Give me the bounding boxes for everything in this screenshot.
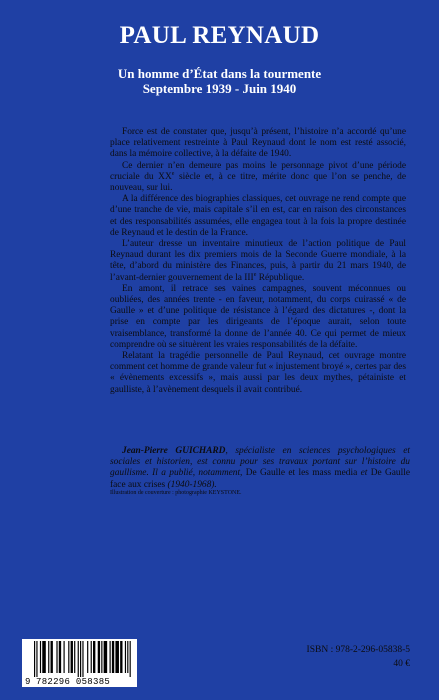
cover-credit: Illustration de couverture : photographie KEYSTONE. <box>110 490 242 496</box>
blurb-text-run: L’auteur dresse un inventaire minutieux de l’action politique de Paul Reynaud durant les dix premiers mois de la Seconde Guerre mondiale, à la tête, d’abord du ministère des Finances, puis, à partir du 21 mars 1940, de l’avant-dernier gouvernement de la III <box>110 239 406 283</box>
barcode-bar <box>112 641 114 673</box>
barcode-bar <box>51 641 53 673</box>
book-reference: De Gaulle face aux crises <box>110 468 410 490</box>
book-title: PAUL REYNAUD <box>119 22 320 49</box>
author-name: Jean-Pierre GUICHARD <box>122 446 226 456</box>
barcode-bar <box>64 641 65 673</box>
author-bio-text: et <box>357 468 371 479</box>
author-bio-text: (1940-1968). <box>165 479 217 490</box>
author-bio-paragraph <box>110 446 410 491</box>
barcode-bar <box>115 641 119 673</box>
barcode-bar <box>74 641 75 673</box>
barcode-bar <box>130 641 131 677</box>
subtitle-line-2: Septembre 1939 - Juin 1940 <box>142 81 297 96</box>
blurb-paragraph <box>110 161 406 195</box>
barcode-digits: 782296 058385 <box>36 677 111 687</box>
barcode-bar <box>80 641 81 677</box>
barcode-bar <box>68 641 69 673</box>
book-subtitle <box>0 66 439 96</box>
barcode-bar <box>110 641 111 673</box>
barcode-bar <box>42 641 46 673</box>
barcode-bars <box>34 641 134 677</box>
barcode-bar <box>91 641 92 673</box>
barcode-bar <box>71 641 73 673</box>
blurb-paragraph <box>110 239 406 284</box>
barcode-bar <box>120 641 122 673</box>
blurb-paragraph: En amont, il retrace ses vaines campagnes, souvent méconnues ou oubliées, des années trente - en faveur, notamment, du corps cuirassé « de Gaulle » et d’une politique de résistance à l’égard des dictatures -, dont la prise en compte par les dirigeants de l’époque aurait, selon toute vraisemblance, transformé la donne de l’année 40. Ce qui permet de mieux comprendre où se situèrent les vraies responsabilités de la défaite. <box>110 283 406 350</box>
barcode-bar <box>36 641 37 677</box>
barcode-first-digit: 9 <box>25 677 31 687</box>
barcode-bar <box>40 641 41 673</box>
barcode-bar <box>82 641 83 677</box>
barcode-bar <box>87 641 88 673</box>
superscript: e <box>253 271 257 278</box>
barcode-bar <box>59 641 61 673</box>
blurb-text-run: République. <box>256 272 305 283</box>
blurb-paragraph: Force est de constater que, jusqu’à présent, l’histoire n’a accordé qu’une place relativement restreinte à Paul Reynaud dont le nom est resté associé, dans la mémoire collective, à la défaite de 1940. <box>110 127 406 160</box>
barcode-bar <box>56 641 57 673</box>
barcode-bar <box>101 641 102 673</box>
barcode-bar <box>78 641 79 677</box>
book-reference: De Gaulle et les mass media <box>245 468 358 479</box>
barcode-bar <box>125 641 126 673</box>
price-label: 40 € <box>393 659 410 669</box>
barcode-bar <box>127 641 128 673</box>
subtitle-line-1: Un homme d’État dans la tourmente <box>117 66 322 81</box>
barcode-bar <box>34 641 35 677</box>
barcode-bar <box>98 641 100 673</box>
author-bio-text: notamment, <box>198 468 246 479</box>
barcode <box>22 639 137 687</box>
barcode-bar <box>48 641 49 673</box>
barcode-bar <box>104 641 108 673</box>
blurb-paragraph: A la différence des biographies classiques, cet ouvrage ne rend compte que d’une tranche de vie, mais capitale s’il en est, car en raison des circonstances et des responsabilités assumées, elle engagea tout à la fois la propre destinée de Reynaud et le destin de la France. <box>110 194 406 238</box>
blurb-paragraph: Relatant la tragédie personnelle de Paul Reynaud, cet ouvrage montre comment cet homme de grande valeur fut « injustement broyé », certes par des « évènements excessifs », mais aussi par les deux mythes, pétainiste et gaulliste, à l’avènement desquels il avait contribué. <box>110 351 406 395</box>
barcode-number <box>22 677 137 687</box>
isbn-label: ISBN : 978-2-296-05838-5 <box>306 645 410 655</box>
blurb-text <box>110 127 406 396</box>
blurb-text-run: siècle et, à ce titre, mérite donc que l’on se penche, de nouveau, sur lui. <box>110 171 406 194</box>
barcode-bar <box>93 641 95 673</box>
author-bio-text: , spécialiste en sciences psychologiques et sociales et historien, est connu pour ses travaux portant sur l’histoire du gaullisme. Il a publié, <box>110 446 410 479</box>
superscript: e <box>171 170 175 177</box>
author-bio <box>110 446 410 491</box>
blurb-text-run: Ce dernier n’en demeure pas moins le personnage pivot d’une période cruciale du XX <box>110 160 406 182</box>
